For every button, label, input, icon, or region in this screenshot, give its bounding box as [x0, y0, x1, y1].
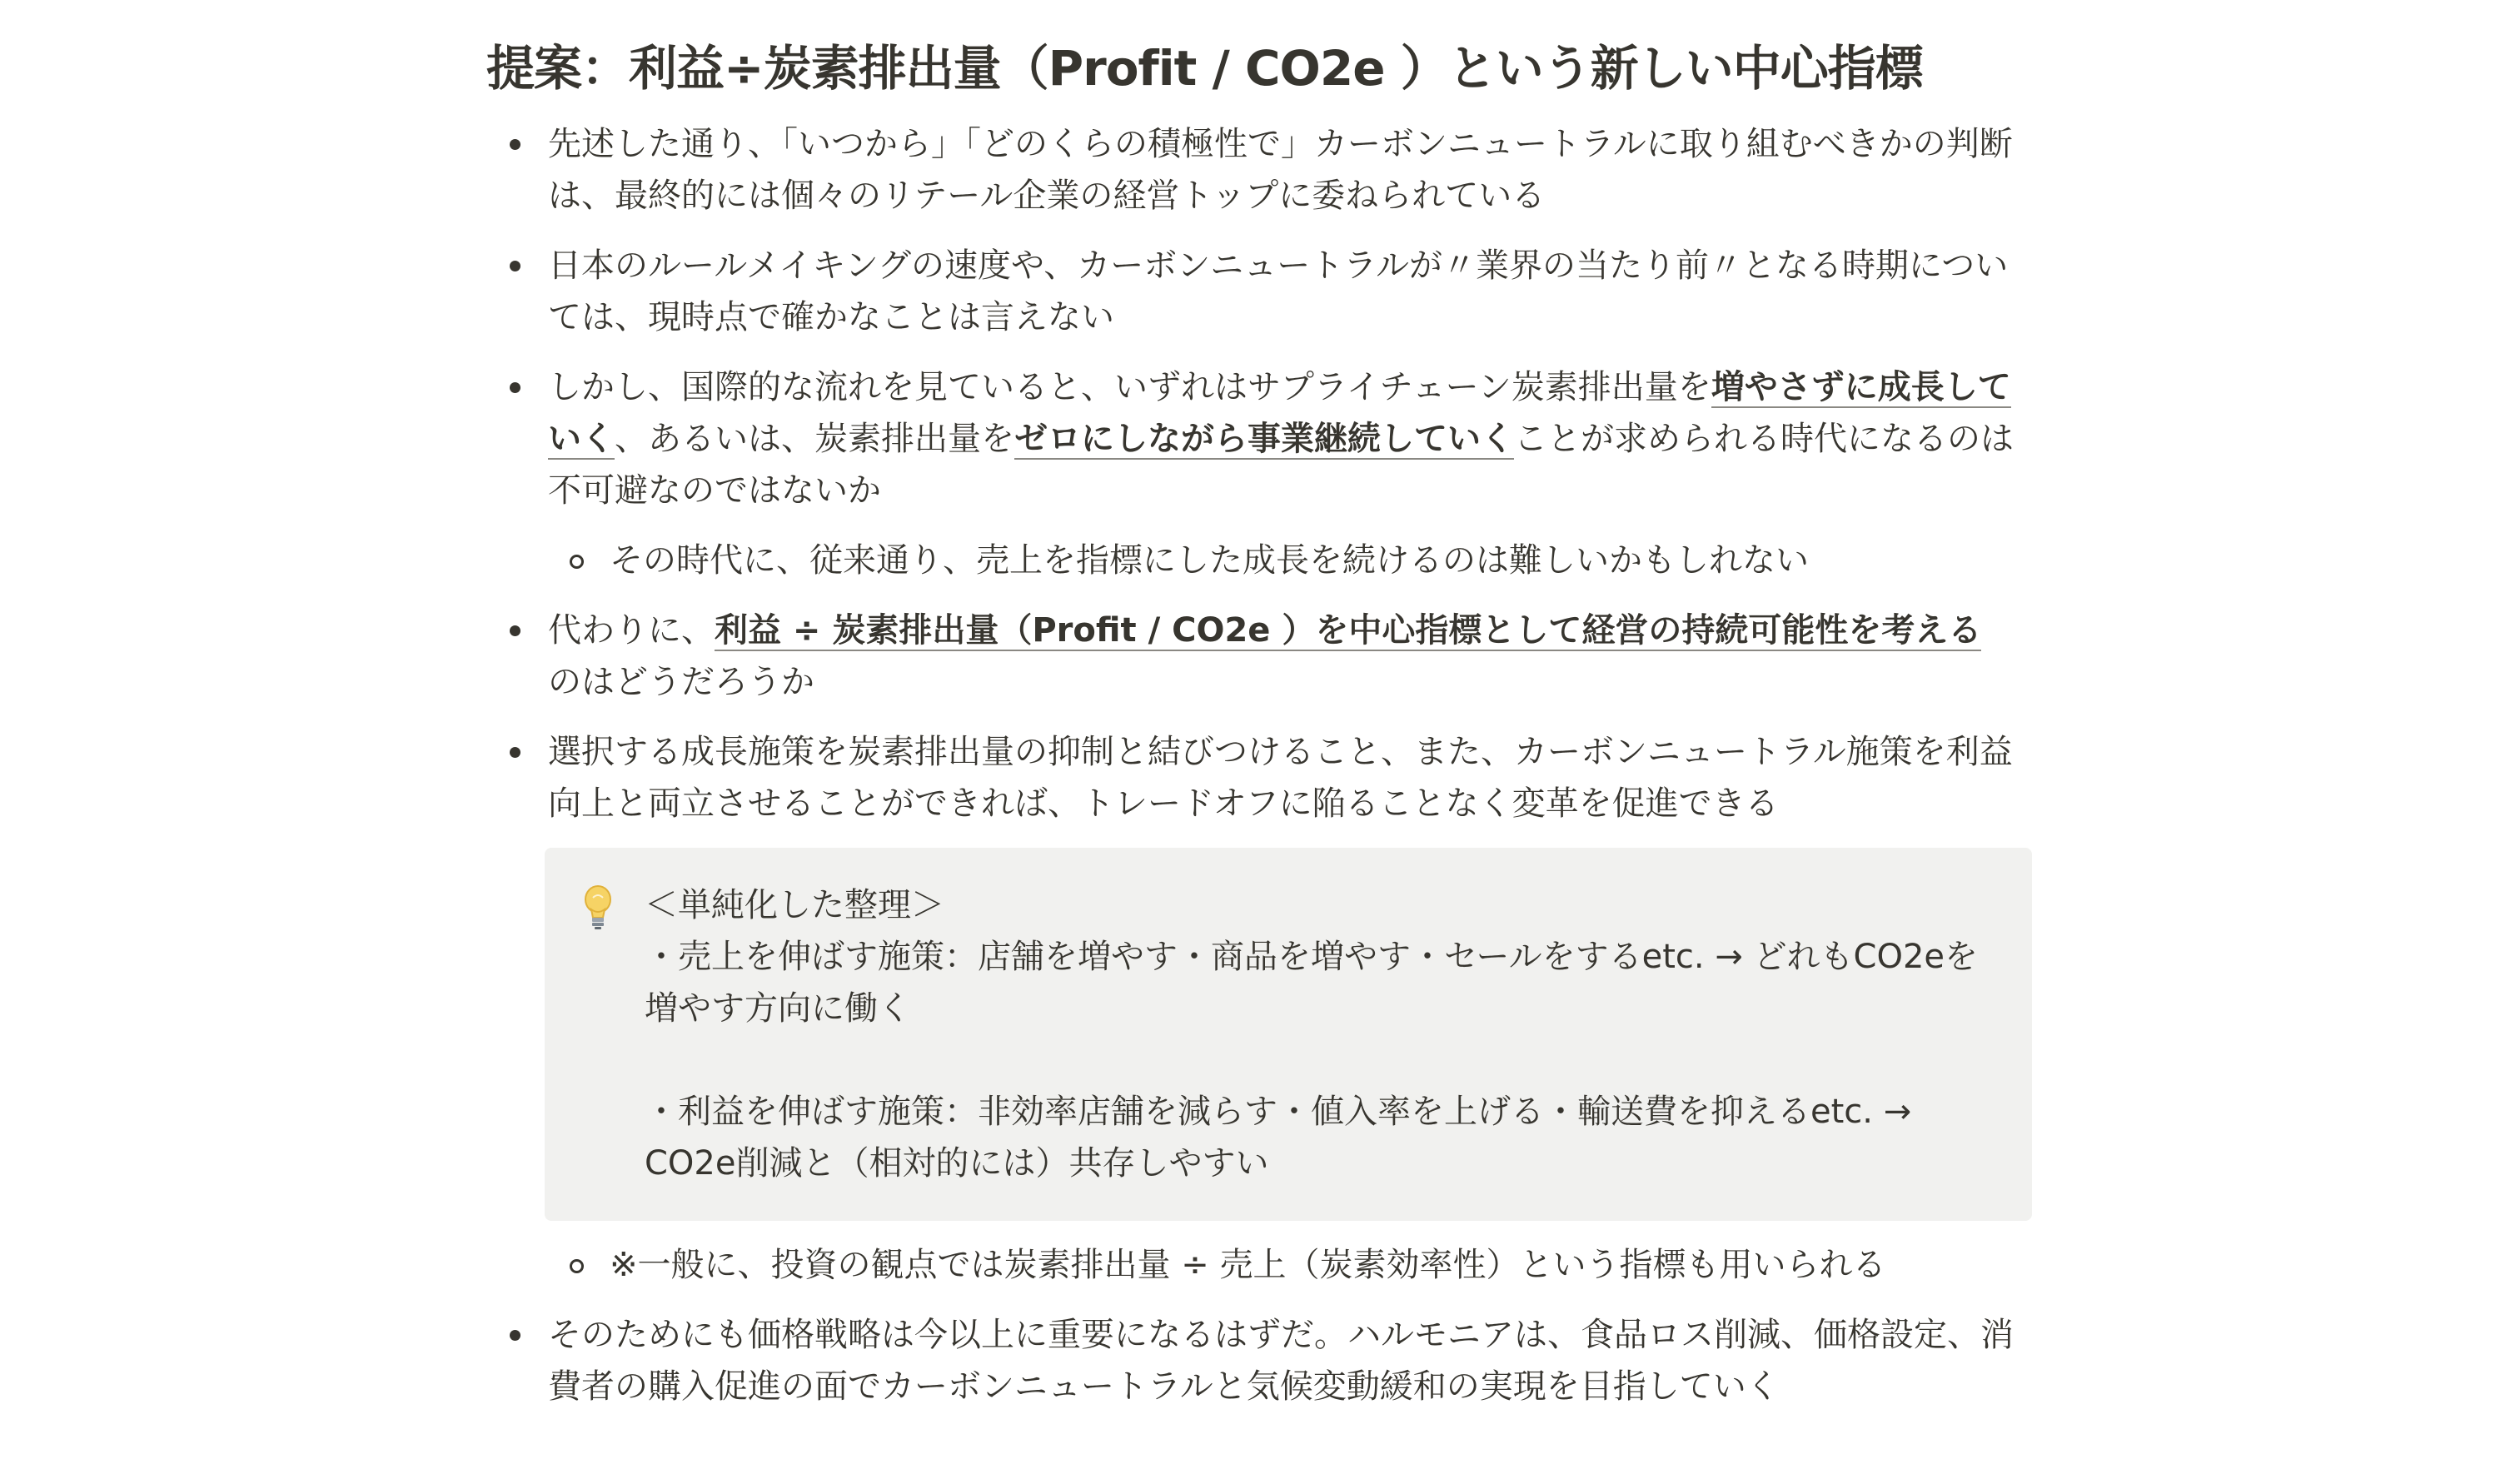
emphasis-text: ゼロにしながら事業継続していく: [1014, 420, 1514, 458]
bullet-circle-icon: [570, 555, 584, 569]
sub-list-item: [486, 1239, 2035, 1291]
list-item: [486, 726, 2035, 829]
text-run: 、あるいは、炭素排出量を: [615, 420, 1014, 458]
list-item-text: [548, 605, 2035, 708]
bullet-list: [486, 118, 2035, 829]
callout-box: [545, 848, 2032, 1221]
list-item-text: 選択する成長施策を炭素排出量の抑制と結びつけること、また、カーボンニュートラル施策を利益向上と両立させることができれば、トレードオフに陥ることなく変革を促進できる: [548, 733, 2013, 823]
list-item-text: 日本のルールメイキングの速度や、カーボンニュートラルが〃業界の当たり前〃となる時期については、現時点で確かなことは言えない: [548, 246, 2009, 336]
list-item: [486, 1309, 2035, 1412]
list-item-text: そのためにも価格戦略は今以上に重要になるはずだ。ハルモニアは、食品ロス削減、価格設定、消費者の購入促進の面でカーボンニュートラルと気候変動緩和の実現を目指していく: [548, 1316, 2014, 1406]
lightbulb-icon: [578, 879, 645, 931]
callout-line: ・売上を伸ばす施策：店舗を増やす・商品を増やす・セールをするetc. → どれもCO2eを増やす方向に働く: [645, 938, 1979, 1028]
bullet-dot-icon: [510, 625, 520, 636]
list-item-text: 先述した通り、「いつから」「どのくらの積極性で」カーボンニュートラルに取り組むべきかの判断は、最終的には個々のリテール企業の経営トップに委ねられている: [548, 125, 2013, 215]
emphasis-text: 利益 ÷ 炭素排出量（Profit / CO2e ）を中心指標として経営の持続可能性を考える: [715, 611, 1982, 650]
bullet-dot-icon: [510, 382, 520, 393]
text-run: ことが求められる時代になるのは不可避なのではないか: [548, 420, 2014, 510]
bullet-dot-icon: [510, 1330, 520, 1341]
bullet-list: [486, 1239, 2035, 1412]
list-item-text: [548, 361, 2035, 516]
callout-line: ・利益を伸ばす施策：非効率店舗を減らす・値入率を上げる・輸送費を抑えるetc. → CO2e削減と（相対的には）共存しやすい: [645, 1093, 1912, 1183]
callout-body: [645, 879, 1999, 1189]
bullet-dot-icon: [510, 139, 520, 150]
document-page: [486, 27, 2035, 1431]
callout-spacer: [645, 1034, 1999, 1086]
sub-list-item-text: その時代に、従来通り、売上を指標にした成長を続けるのは難しいかもしれない: [610, 541, 1809, 580]
bullet-dot-icon: [510, 261, 520, 271]
sub-list-item-text: ※一般に、投資の観点では炭素排出量 ÷ 売上（炭素効率性）という指標も用いられる: [610, 1246, 1886, 1284]
text-run: しかし、国際的な流れを見ていると、いずれはサプライチェーン炭素排出量を: [548, 368, 1711, 406]
sub-list-item: [486, 535, 2035, 586]
bullet-dot-icon: [510, 747, 520, 758]
emphasis-text: 増やさずに成長していく: [548, 368, 2011, 458]
list-item: [486, 240, 2035, 343]
list-item: [486, 605, 2035, 708]
text-run: のはどうだろうか: [548, 663, 814, 701]
list-item: [486, 361, 2035, 516]
bullet-circle-icon: [570, 1259, 584, 1273]
list-item: [486, 118, 2035, 222]
text-run: 代わりに、: [548, 611, 715, 650]
callout-title: ＜単純化した整理＞: [645, 886, 944, 924]
page-title: 提案：利益÷炭素排出量（Profit / CO2e ）という新しい中心指標: [486, 40, 1923, 97]
